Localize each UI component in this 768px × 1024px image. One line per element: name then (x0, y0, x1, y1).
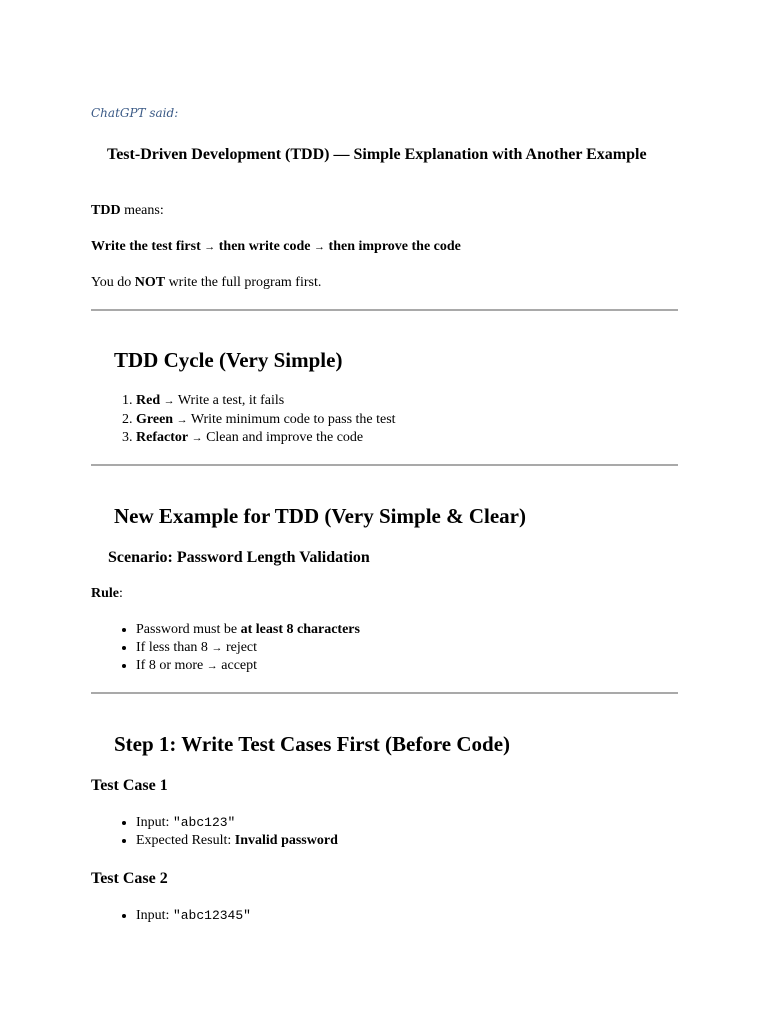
rule-text: accept (217, 658, 258, 673)
tdd-means-line (91, 202, 164, 219)
input-label: Input: (136, 815, 173, 830)
test-case-1-input (136, 814, 338, 832)
cycle-item-refactor (136, 429, 396, 448)
rule-item (136, 639, 360, 658)
cycle-item-red (136, 392, 396, 411)
arrow-icon: → (206, 660, 218, 672)
test-case-1-expected (136, 832, 338, 850)
test-case-1-title: Test Case 1 (91, 777, 168, 794)
test-case-2-title: Test Case 2 (91, 870, 168, 887)
expected-value: Invalid password (234, 832, 338, 848)
arrow-icon: → (163, 395, 175, 407)
cycle-text: Write a test, it fails (177, 393, 285, 408)
input-label: Input: (136, 908, 173, 923)
cycle-term: Green (136, 411, 174, 427)
rule-colon: : (119, 586, 123, 601)
rule-text: Password must be (136, 622, 241, 637)
cycle-text: Clean and improve the code (206, 430, 364, 445)
tdd-means-text: means: (120, 203, 164, 218)
cycle-text: Write minimum code to pass the test (190, 411, 396, 427)
rule-label-line (91, 585, 123, 602)
tdd-flow-line (91, 238, 461, 256)
divider (91, 464, 678, 466)
arrow-icon: → (314, 241, 326, 253)
step1-heading: Step 1: Write Test Cases First (Before Code) (114, 732, 511, 756)
test-case-1-list (91, 814, 338, 849)
divider (91, 692, 678, 694)
chatgpt-said-label: ChatGPT said: (91, 106, 179, 120)
flow-step-a: Write the test first (91, 239, 201, 254)
flow-step-c: then improve the code (328, 239, 461, 254)
scenario-heading: Scenario: Password Length Validation (108, 549, 370, 566)
tdd-term: TDD (91, 203, 121, 218)
arrow-icon: → (204, 241, 216, 253)
rule-bold: at least 8 characters (240, 622, 360, 637)
input-value: "abc12345" (172, 908, 251, 923)
not-bold: NOT (134, 275, 166, 290)
arrow-icon: → (191, 432, 203, 444)
rules-list (91, 621, 360, 676)
rule-text: If less than 8 (136, 639, 212, 655)
document-title-text: Test-Driven Development (TDD) — Simple Explanation with Another Example (107, 146, 647, 163)
rule-label: Rule (91, 586, 119, 601)
not-full-program-line (91, 274, 321, 291)
not-pre: You do (91, 275, 135, 290)
cycle-item-green (136, 411, 396, 430)
not-post: write the full program first. (165, 275, 322, 290)
cycle-term: Red (136, 393, 161, 408)
arrow-icon: → (211, 641, 223, 654)
cycle-heading: TDD Cycle (Very Simple) (114, 348, 343, 372)
example-heading: New Example for TDD (Very Simple & Clear) (114, 504, 526, 528)
arrow-icon: → (176, 413, 188, 426)
expected-label: Expected Result: (136, 832, 235, 848)
cycle-list (91, 392, 396, 448)
rule-text: reject (222, 639, 258, 655)
input-value: "abc123" (172, 815, 236, 830)
cycle-term: Refactor (136, 430, 189, 445)
rule-item (136, 657, 360, 676)
test-case-2-list (91, 907, 251, 925)
rule-item (136, 621, 360, 639)
test-case-2-input (136, 907, 251, 925)
document-title (91, 145, 651, 164)
divider (91, 309, 678, 311)
flow-step-b: then write code (218, 239, 311, 254)
rule-text: If 8 or more (136, 658, 207, 673)
